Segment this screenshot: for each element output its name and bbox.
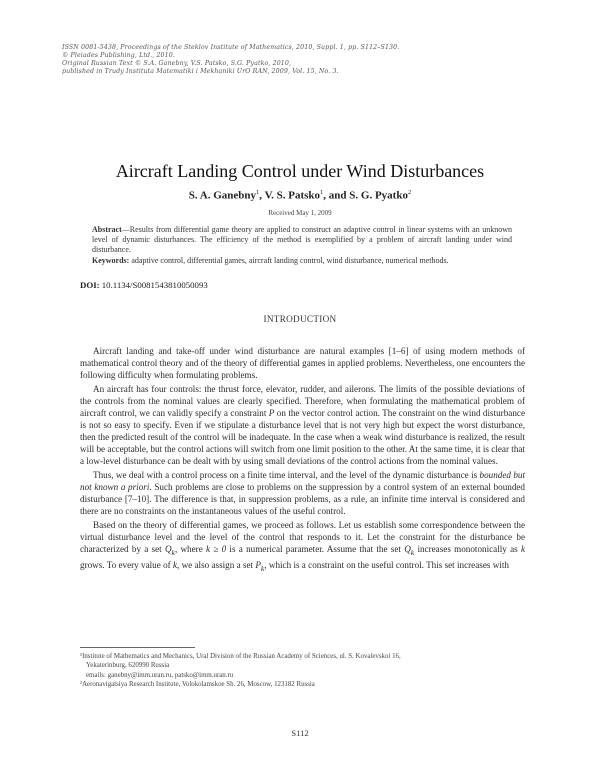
author-name: V. S. Patsko bbox=[264, 189, 321, 202]
abstract-label: Abstract bbox=[92, 225, 122, 234]
section-heading: INTRODUCTION bbox=[263, 314, 337, 324]
paragraph-text: , we also assign a set bbox=[177, 559, 256, 570]
paragraph-text: . Such problems are close to problems on the suppression by a control system of an external bounded disturbance [7–10]. The difference is that, in suppression problems, as a rule, an infinite time interval is considered and there are no constraints on the instantaneous values of the useful control. bbox=[80, 482, 525, 517]
journal-header-line: Original Russian Text © S.A. Ganebny, V.S. Patsko, S.G. Pyatko, 2010, bbox=[62, 60, 292, 67]
author-separator: , and bbox=[323, 189, 350, 202]
emphasis-text: bounded but not known a priori bbox=[80, 469, 525, 493]
math-symbol: k bbox=[172, 559, 178, 570]
math-symbol: P bbox=[268, 407, 275, 418]
author-name: S. A. Ganebny bbox=[188, 189, 257, 202]
paragraph-text: increases monotonically as bbox=[414, 544, 521, 554]
doi-label: DOI: bbox=[80, 280, 100, 290]
math-symbol: k bbox=[520, 544, 526, 554]
keywords-label: Keywords: bbox=[92, 255, 130, 265]
affiliation-mark: 1 bbox=[320, 189, 324, 196]
journal-header-line: ISSN 0081-5438, Proceedings of the Steklov Institute of Mathematics, 2010, Suppl. 1, pp. S112–S130. bbox=[62, 44, 400, 51]
footnote-line: ¹Institute of Mathematics and Mechanics, Ural Division of the Russian Academy of Sciences, ul. S. Kovalevskoi 16, bbox=[80, 653, 401, 660]
journal-header bbox=[62, 44, 542, 76]
paragraph-text: , where bbox=[174, 544, 207, 554]
math-symbol: Q bbox=[404, 544, 411, 554]
doi-value: 10.1134/S0081543810050093 bbox=[99, 280, 208, 290]
keywords-paragraph bbox=[92, 256, 512, 266]
math-symbol: Q bbox=[164, 544, 172, 554]
keywords-text: adaptive control, differential games, aircraft landing control, wind disturbance, numerical methods. bbox=[129, 255, 449, 265]
paragraph-text: on the vector control action. The constraint on the wind disturbance is not so easy to specify. Even if we stipulate a disturbance level that is not very high but expect the worst disturbance, then the predicted result of the control will be inadequate. In the case when a weak wind disturbance is realized, the result will be acceptable, but the control actions will switch from one limit position to the other. At the same time, it is clear that a low-level disturbance can be dealt with by using small deviations of the control actions from the nominal values. bbox=[80, 407, 525, 467]
abstract-paragraph bbox=[92, 225, 512, 256]
author-separator: , bbox=[259, 189, 265, 202]
math-subscript: k bbox=[410, 547, 415, 557]
footnote-rule bbox=[80, 647, 195, 648]
abstract-block bbox=[92, 225, 512, 266]
paper-title: Aircraft Landing Control under Wind Disturbances bbox=[115, 161, 485, 181]
paragraph-text: Thus, we deal with a control process on a finite time interval, and the level of the dynamic disturbance is bbox=[93, 469, 480, 480]
math-subscript: k bbox=[260, 563, 265, 573]
received-date: Received May 1, 2009 bbox=[268, 209, 332, 217]
footnote-line: Yekaterinburg, 620990 Russia bbox=[86, 662, 170, 670]
paragraph bbox=[80, 519, 525, 575]
math-subscript: k bbox=[171, 547, 175, 557]
doi-line bbox=[80, 280, 208, 290]
paragraph-text: , which is a constraint on the useful control. This set increases with bbox=[264, 559, 509, 570]
page-number: S112 bbox=[291, 728, 309, 738]
author-list bbox=[0, 189, 600, 202]
journal-header-line: © Pleiades Publishing, Ltd., 2010. bbox=[62, 52, 175, 59]
abstract-text: —Results from differential game theory are applied to construct an adaptive control in linear systems with an unknown level of dynamic disturbances. The efficiency of the method is exemplified by a problem of aircraft landing under wind disturbance. bbox=[92, 225, 512, 255]
paragraph-text: is a numerical parameter. Assume that the set bbox=[226, 544, 405, 554]
paragraph-text: An aircraft has four controls: the thrust force, elevator, rudder, and ailerons. The limits of the possible deviations of the controls from the nominal values are clearly specified. Therefore, when formulating the mathematical problem of aircraft control, we can validly specify a constraint bbox=[80, 383, 525, 418]
footnote-emails: emails: ganebny@imm.uran.ru, patsko@imm.uran.ru bbox=[86, 671, 234, 679]
journal-header-line: published in Trudy Instituta Matematiki i Mekhaniki UrO RAN, 2009, Vol. 15, No. 3. bbox=[62, 68, 339, 75]
affiliation-mark: 1 bbox=[256, 189, 260, 196]
math-symbol: P bbox=[255, 559, 261, 570]
paragraph-text: Based on the theory of differential games, we proceed as follows. Let us establish some correspondence between the virtual disturbance level and the level of the control that responds to it. Let the constraint for the disturbance be characterized by a set bbox=[80, 519, 525, 554]
author-name: S. G. Pyatko bbox=[349, 189, 408, 202]
paragraph bbox=[80, 383, 525, 468]
paragraph bbox=[80, 469, 525, 517]
paragraph-text: grows. To every value of bbox=[80, 559, 173, 570]
math-expression: k ≥ 0 bbox=[206, 544, 227, 554]
footnotes bbox=[80, 647, 525, 689]
paragraph-text: Aircraft landing and take-off under wind disturbance are natural examples [1–6] of using modern methods of mathematical control theory and of the theory of differential games in applied problems. Nevertheless, one encounters the following difficulty when formulating problems. bbox=[80, 346, 525, 381]
footnote-line: ²Aeronavigatsiya Research Institute, Volokolamskoe Sh. 26, Moscow, 123182 Russia bbox=[80, 680, 315, 688]
paragraph bbox=[80, 345, 525, 381]
affiliation-mark: 2 bbox=[407, 189, 412, 196]
body-text bbox=[80, 345, 525, 576]
